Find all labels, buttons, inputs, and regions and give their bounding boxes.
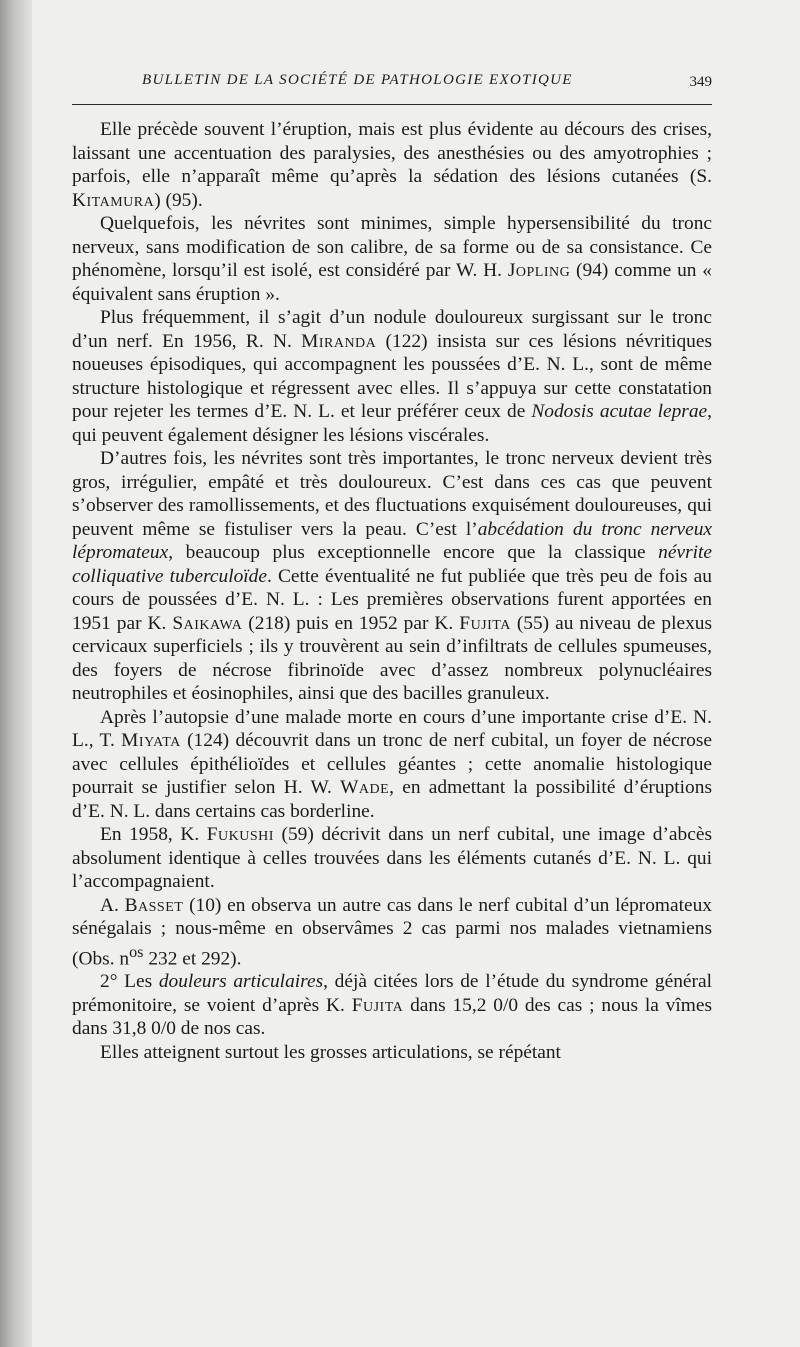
paragraph xyxy=(72,447,712,706)
superscript: os xyxy=(129,943,144,961)
journal-title: BULLETIN DE LA SOCIÉTÉ DE PATHOLOGIE EXOTIQUE xyxy=(142,72,573,88)
text-run: , beaucoup plus exceptionnelle encore que la classique xyxy=(168,542,659,563)
author-name: Fujita xyxy=(459,612,511,634)
author-name: Kitamura xyxy=(72,189,155,211)
author-name: Fukushi xyxy=(206,824,274,845)
text-run: (218) puis en 1952 par K. xyxy=(242,612,460,634)
text-run: , déjà citées lors de l’étude du syndrome général prémonitoire, se voient d’après K. xyxy=(72,971,712,1016)
header-rule xyxy=(72,104,712,105)
italic-term: abcédation du tronc nerveux lépromateux xyxy=(72,518,712,563)
text-run: (10) en observa un autre cas dans le nerf cubital d’un lépromateux sénégalais ; nous-même en observâmes 2 cas parmi nos malades vietnamiens (Obs. n xyxy=(72,894,712,969)
paragraph xyxy=(72,1041,712,1065)
paragraph xyxy=(72,306,712,447)
text-run: dans 15,2 0/0 des cas ; nous la vîmes dans 31,8 0/0 de nos cas. xyxy=(72,994,712,1040)
author-name: Miranda xyxy=(301,330,377,352)
author-name: Basset xyxy=(124,894,184,916)
paragraph xyxy=(72,970,712,1041)
text-run: (55) au niveau de plexus cervicaux superficiels ; ils y trouvèrent au sein d’infiltrats de cellules spumeuses, des foyers de nécrose fibrinoïde avec d’assez nombreux polynucléaires neutrophiles et éosinophiles, ainsi que des bacilles granuleux. xyxy=(72,612,713,704)
text-run: (59) décrivit dans un nerf cubital, une image d’abcès absolument identique à celles trouvées dans les éléments cutanés d’E. N. L. qui l’accompagnaient. xyxy=(72,824,712,892)
text-run: , qui peuvent également désigner les lésions viscérales. xyxy=(72,401,712,446)
text-run: A. xyxy=(100,894,125,916)
italic-term: douleurs articulaires xyxy=(158,971,324,993)
text-run: (122) insista sur ces lésions névritiques noueuses épisodiques, qui accompagnent les poussées d’E. N. L., sont de même structure histologique et régressent avec elles. Il s’appuya sur cette constatation pour rejeter les termes d’E. N. L. et leur préférer ceux de xyxy=(72,330,712,422)
text-run: 232 et 292). xyxy=(143,947,242,969)
text-run: 2° Les xyxy=(100,971,159,993)
body-text xyxy=(72,118,712,1064)
page-number: 349 xyxy=(689,74,712,90)
paragraph xyxy=(72,894,712,971)
running-header xyxy=(72,72,712,100)
text-run: Quelquefois, les névrites sont minimes, simple hypersensibilité du tronc nerveux, sans modification de son calibre, de sa forme ou de sa consistance. Ce phénomène, lorsqu’il est isolé, est considéré par W. H. xyxy=(72,213,712,281)
author-name: Fujita xyxy=(351,994,404,1016)
text-run: (124) découvrit dans un tronc de nerf cubital, un foyer de nécrose avec cellules épithélioïdes et cellules géantes ; cette anomalie histologique pourrait se justifier selon H. W. xyxy=(72,730,713,798)
text-run: . Cette éventualité ne fut publiée que très peu de fois au cours de poussées d’E. N. L. : Les premières observations furent apportées en 1951 par K. xyxy=(72,565,712,634)
italic-term: Nodosis acutae leprae xyxy=(531,401,708,422)
author-name: Wade xyxy=(340,777,390,798)
italic-term: névrite colliquative tuberculoïde xyxy=(72,542,712,587)
author-name: Miyata xyxy=(121,730,181,751)
author-name: Jopling xyxy=(507,260,571,281)
text-run: (94) comme un « équivalent sans éruption ». xyxy=(72,260,712,305)
paragraph xyxy=(72,706,712,824)
text-run: ) (95). xyxy=(154,189,203,211)
text-run: En 1958, K. xyxy=(100,824,207,845)
text-run: Plus fréquemment, il s’agit d’un nodule douloureux surgissant sur le tronc d’un nerf. En 1956, R. N. xyxy=(72,307,712,352)
text-run: Après l’autopsie d’une malade morte en cours d’une importante crise d’E. N. L., T. xyxy=(72,706,712,751)
text-run: D’autres fois, les névrites sont très importantes, le tronc nerveux devient très gros, irrégulier, empâté et très douloureux. C’est dans ces cas que peuvent s’observer des ramollissements, et des fluctuations exquisément douloureuses, qui peuvent même se fistuliser vers la peau. C’est l’ xyxy=(72,448,712,540)
text-run: Elle précède souvent l’éruption, mais est plus évidente au décours des crises, laissant une accentuation des paralysies, des anesthésies ou des amyotrophies ; parfois, elle n’apparaît même qu’après la sédation des lésions cutanées (S. xyxy=(72,119,712,187)
text-run: Elles atteignent surtout les grosses articulations, se répétant xyxy=(100,1041,561,1063)
book-spine-shadow xyxy=(0,0,32,1347)
paragraph xyxy=(72,212,712,306)
paragraph xyxy=(72,118,712,212)
paragraph xyxy=(72,823,712,894)
text-run: , en admettant la possibilité d’éruptions d’E. N. L. dans certains cas borderline. xyxy=(72,777,712,822)
author-name: Saikawa xyxy=(172,612,243,634)
